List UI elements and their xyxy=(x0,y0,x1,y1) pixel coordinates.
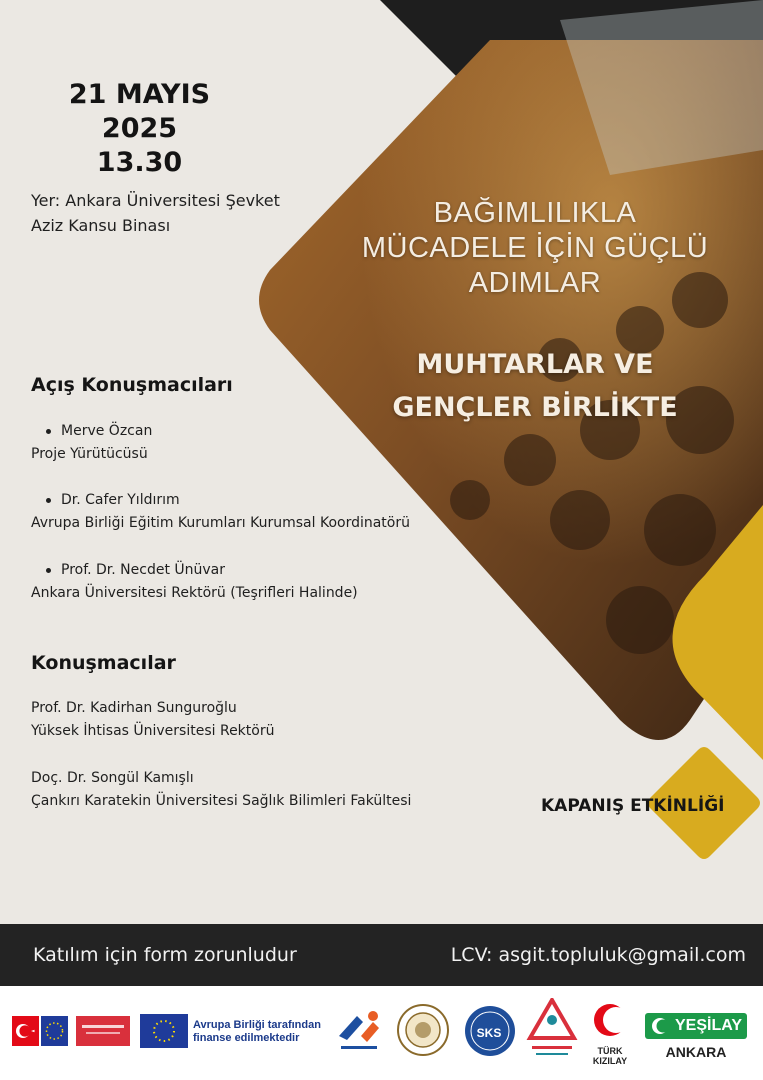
event-date-time xyxy=(32,78,247,180)
opening-speaker-name: Dr. Cafer Yıldırım xyxy=(46,492,180,508)
eu-funding-text: Avrupa Birliği tarafından finanse edilmektedir xyxy=(193,1019,321,1044)
hero-title-line: BAĞIMLILIKLA xyxy=(433,197,637,229)
asgit-logo-icon xyxy=(333,1006,385,1056)
hero-title-line: MÜCADELE İÇİN GÜÇLÜ xyxy=(361,232,709,264)
ankara-university-seal-icon xyxy=(397,1004,449,1056)
speaker-name: Prof. Dr. Kadirhan Sunguroğlu xyxy=(31,700,237,716)
opening-speaker-title: Avrupa Birliği Eğitim Kurumları Kurumsal Koordinatörü xyxy=(31,515,410,531)
opening-speaker-title: Ankara Üniversitesi Rektörü (Teşrifleri Halinde) xyxy=(31,585,358,601)
opening-speakers-heading: Açış Konuşmacıları xyxy=(31,374,233,396)
bullet-icon xyxy=(46,568,51,573)
speaker-title: Çankırı Karatekin Üniversitesi Sağlık Bilimleri Fakültesi xyxy=(31,793,412,809)
event-venue: Yer: Ankara Üniversitesi Şevket Aziz Kansu Binası xyxy=(31,191,280,235)
hero-title-line: ADIMLAR xyxy=(468,267,602,299)
footer-bar xyxy=(0,924,763,986)
ulusal-ajans-logo-icon xyxy=(76,1016,130,1046)
speaker-name: Doç. Dr. Songül Kamışlı xyxy=(31,770,194,786)
speaker-title: Yüksek İhtisas Üniversitesi Rektörü xyxy=(31,723,275,739)
yesilay-logo: YEŞİLAY xyxy=(645,1013,747,1039)
hero-subtitle xyxy=(340,343,730,429)
eu-flag-icon xyxy=(140,1014,188,1048)
hero-subtitle-line: GENÇLER BİRLİKTE xyxy=(392,392,678,423)
partner-logos xyxy=(0,986,763,1080)
hero-title xyxy=(320,196,750,301)
hero-subtitle-line: MUHTARLAR VE xyxy=(416,349,654,380)
kizilay-label: TÜRK KIZILAY xyxy=(592,1046,628,1066)
yesilay-crescent-icon xyxy=(650,1016,670,1036)
registration-note: Katılım için form zorunludur xyxy=(33,944,297,966)
opening-speaker-title: Proje Yürütücüsü xyxy=(31,446,148,462)
event-time: 13.30 xyxy=(96,147,183,178)
bullet-icon xyxy=(46,498,51,503)
opening-speaker-name: Merve Özcan xyxy=(46,423,152,439)
rsvp-contact[interactable]: LCV: asgit.topluluk@gmail.com xyxy=(450,944,746,966)
crescent-icon xyxy=(592,1002,628,1042)
closing-event-label: KAPANIŞ ETKİNLİĞİ xyxy=(541,796,725,816)
bullet-icon xyxy=(46,429,51,434)
yesilay-city: ANKARA xyxy=(665,1044,727,1060)
sks-logo-text: SKS xyxy=(476,1026,502,1040)
event-date: 21 MAYIS 2025 xyxy=(68,79,211,144)
yuksek-ihtisas-logo-icon xyxy=(524,998,580,1064)
speakers-heading: Konuşmacılar xyxy=(31,652,176,674)
turkey-eu-flags-icon xyxy=(12,1016,68,1046)
opening-speaker-name: Prof. Dr. Necdet Ünüvar xyxy=(46,562,225,578)
